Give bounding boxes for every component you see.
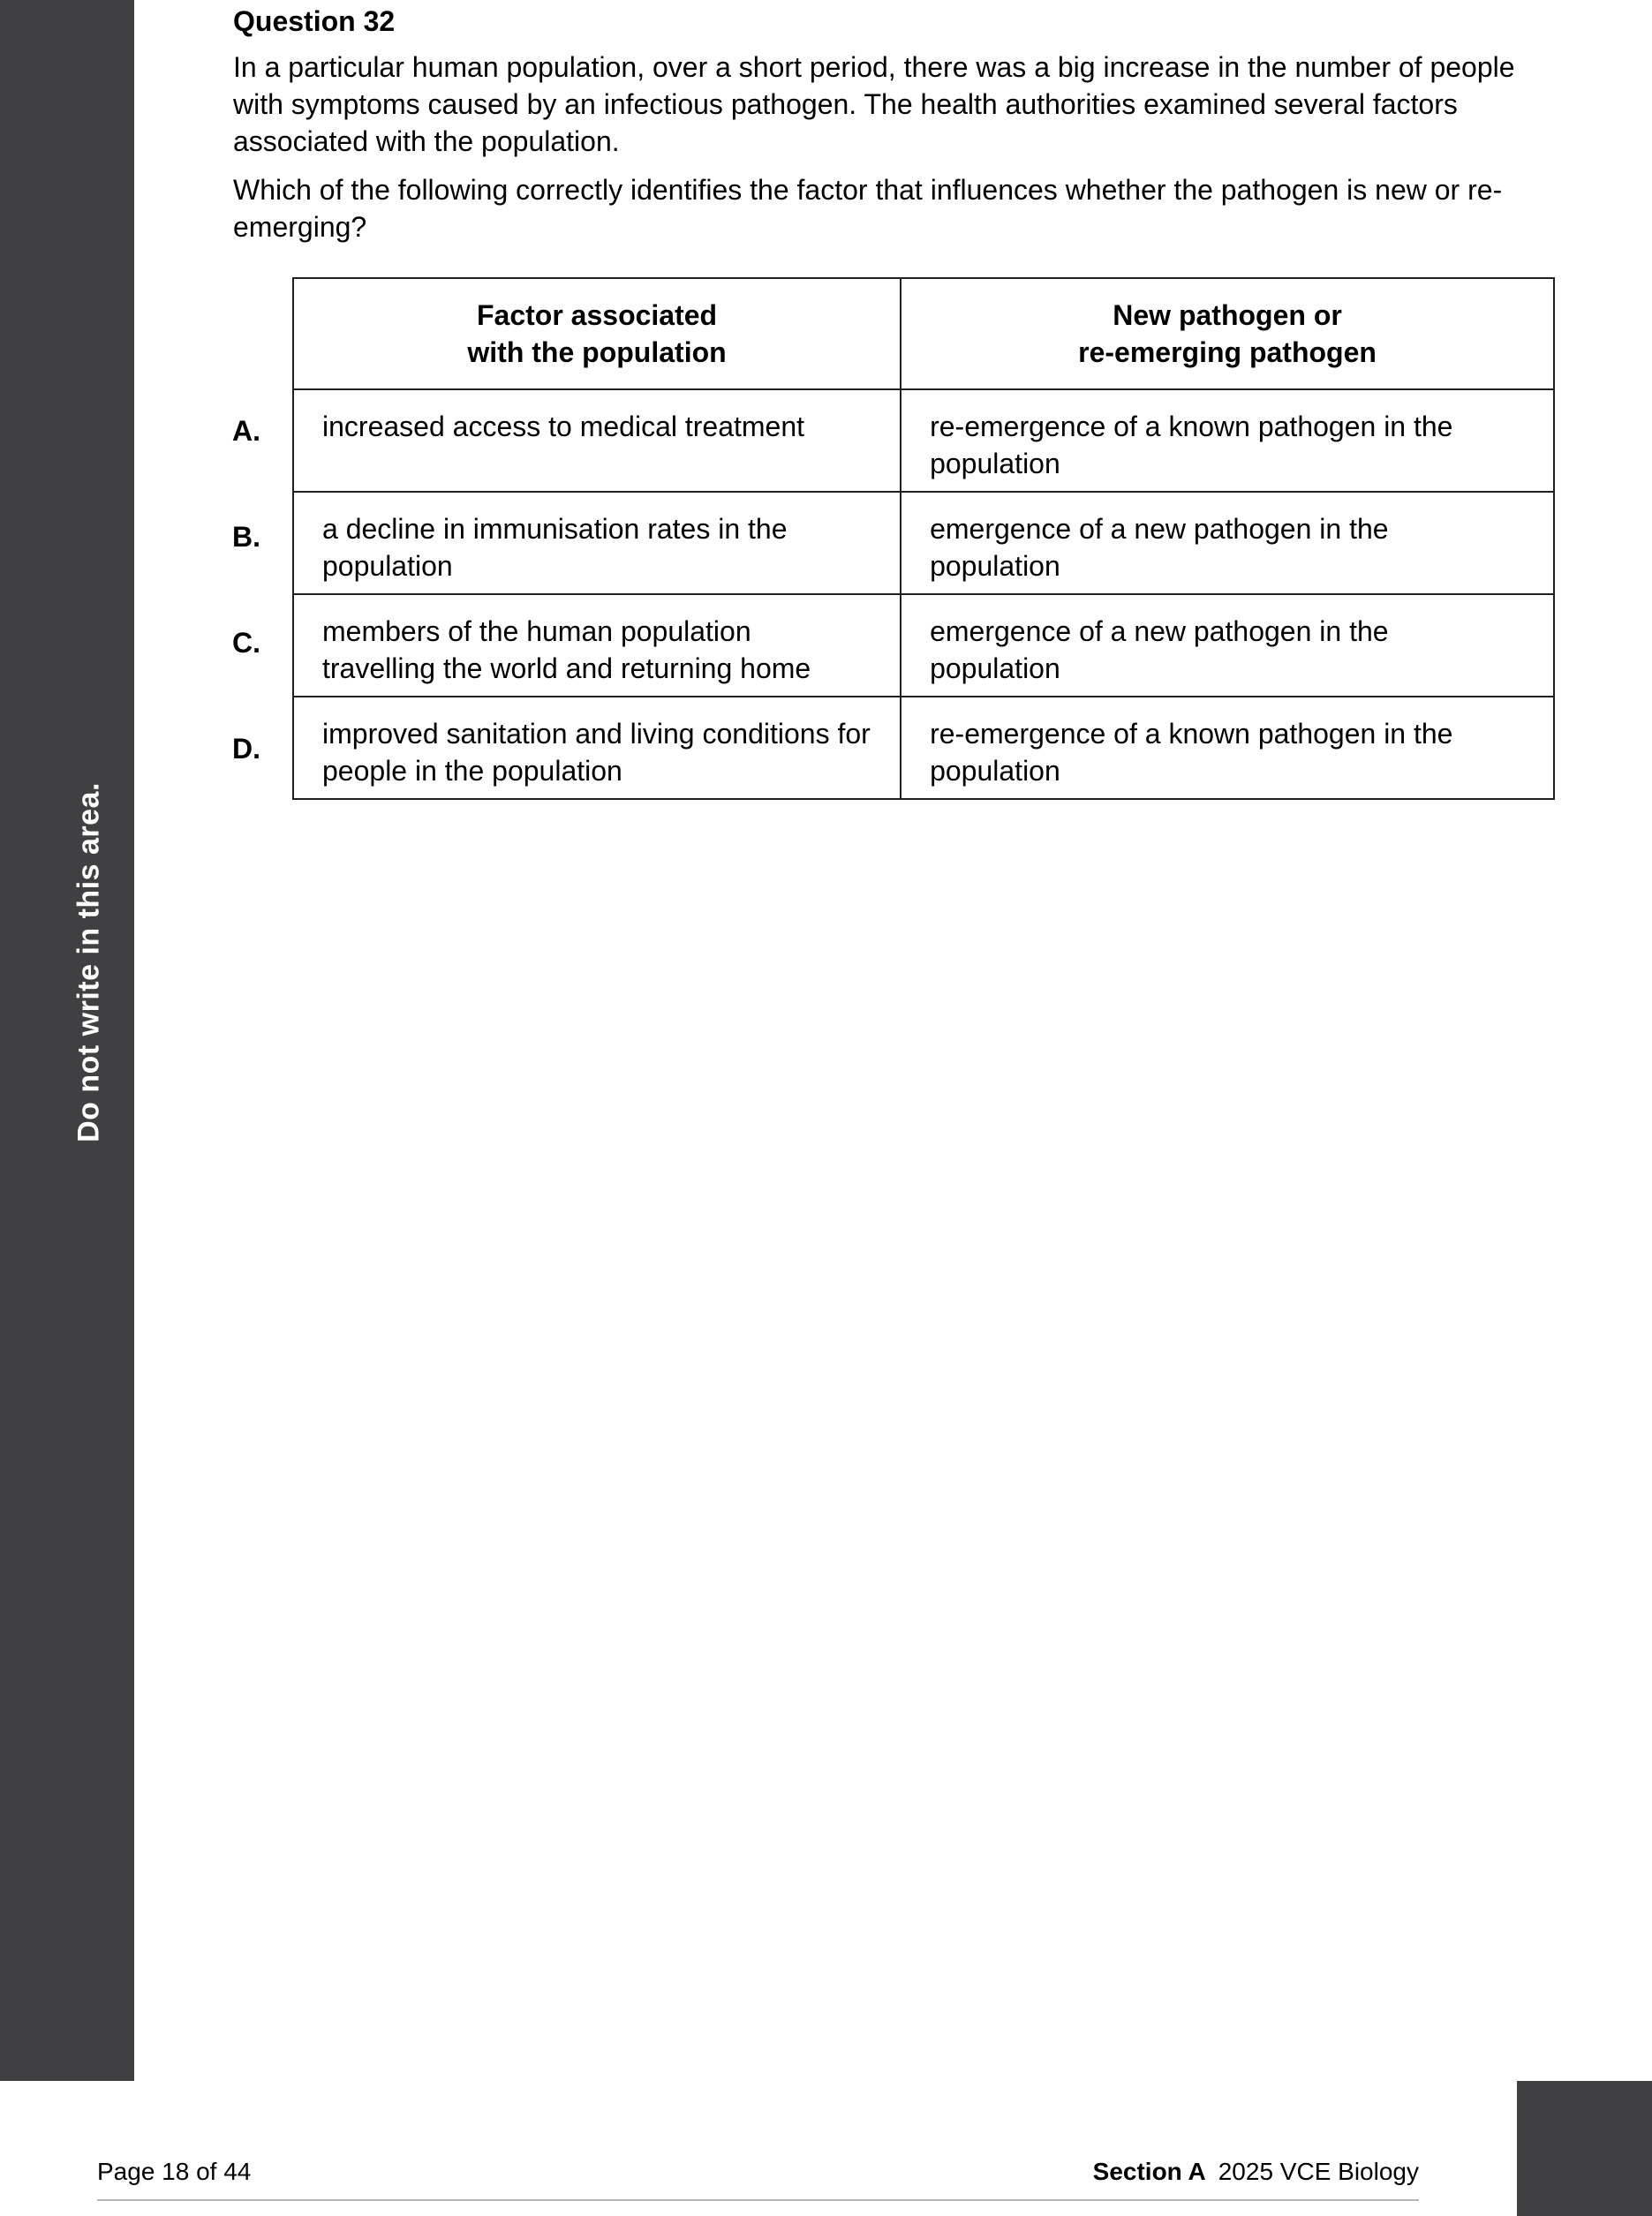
header-pathogen-line1: New pathogen or — [1113, 299, 1342, 331]
option-letter-d[interactable]: D. — [232, 733, 260, 765]
question-prompt: Which of the following correctly identifies the factor that influences whether the pathogen is new or re-emerging? — [233, 174, 1503, 243]
option-letter-c[interactable]: C. — [232, 627, 260, 659]
corner-block — [1517, 2081, 1652, 2216]
question-stem: In a particular human population, over a short period, there was a big increase in the number of people with symptoms caused by an infectious pathogen. The health authorities examined several factors associated with the population. — [233, 51, 1515, 157]
margin-warning: Do not write in this area. — [72, 782, 106, 1142]
footer-divider — [97, 2199, 1419, 2201]
pathogen-cell: re-emergence of a known pathogen in the population — [901, 697, 1554, 799]
section-label: Section A — [1092, 2158, 1206, 2185]
option-letter-a[interactable]: A. — [232, 415, 260, 447]
pathogen-cell: emergence of a new pathogen in the population — [901, 492, 1554, 594]
header-factor-line2: with the population — [467, 336, 727, 368]
header-factor-line1: Factor associated — [476, 299, 718, 331]
header-factor — [293, 278, 901, 389]
table-row — [293, 492, 1554, 594]
page-number: Page 18 of 44 — [97, 2158, 252, 2185]
subject-label: 2025 VCE Biology — [1218, 2158, 1419, 2185]
factor-cell: a decline in immunisation rates in the population — [293, 492, 901, 594]
factor-cell: members of the human population travelling the world and returning home — [293, 594, 901, 697]
margin-bar — [0, 0, 134, 2081]
question-title: Question 32 — [233, 5, 396, 37]
factor-cell: increased access to medical treatment — [293, 389, 901, 492]
options-table — [292, 277, 1555, 800]
factor-cell: improved sanitation and living conditions for people in the population — [293, 697, 901, 799]
header-pathogen — [901, 278, 1554, 389]
option-letter-b[interactable]: B. — [232, 521, 260, 553]
pathogen-cell: emergence of a new pathogen in the population — [901, 594, 1554, 697]
pathogen-cell: re-emergence of a known pathogen in the population — [901, 389, 1554, 492]
table-row — [293, 697, 1554, 799]
footer-section — [1093, 2158, 1419, 2186]
header-pathogen-line2: re-emerging pathogen — [1078, 336, 1377, 368]
table-row — [293, 389, 1554, 492]
table-row — [293, 594, 1554, 697]
